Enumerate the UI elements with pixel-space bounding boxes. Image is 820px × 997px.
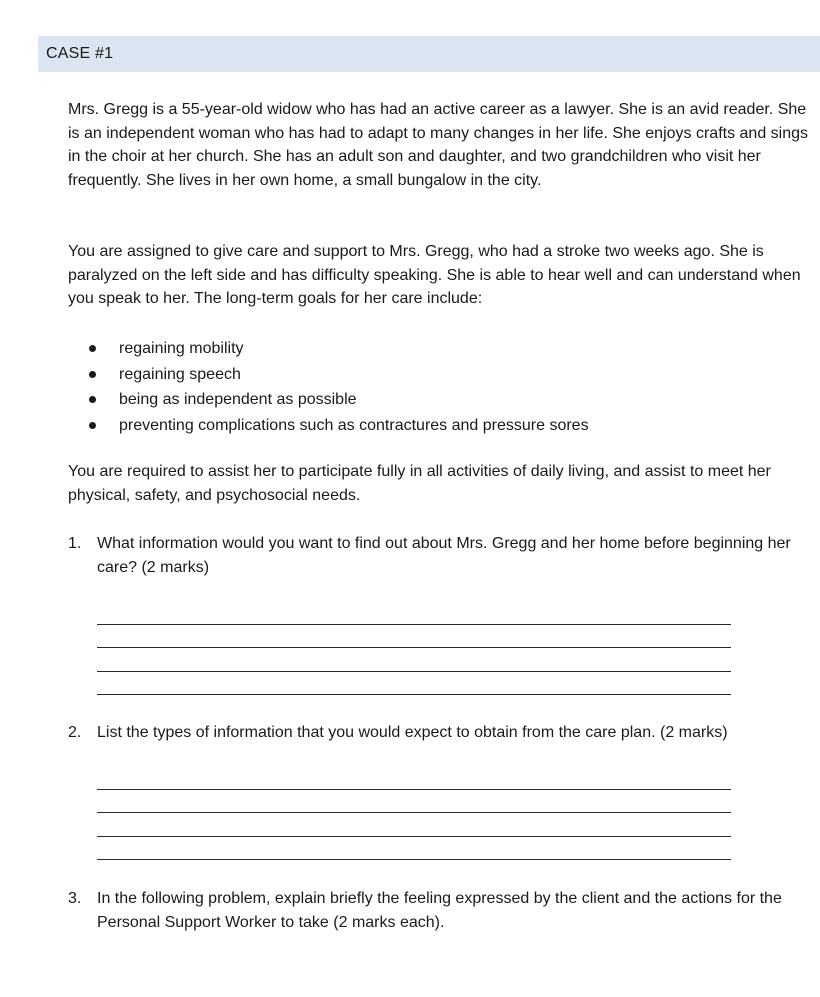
list-item bbox=[68, 413, 589, 439]
goal-text: regaining speech bbox=[119, 365, 241, 383]
answer-line[interactable] bbox=[97, 766, 731, 790]
goal-text: preventing complications such as contractures and pressure sores bbox=[119, 416, 589, 434]
question-number: 3. bbox=[68, 890, 82, 907]
bullet-icon bbox=[89, 371, 96, 378]
answer-line[interactable] bbox=[97, 790, 731, 814]
answer-line[interactable] bbox=[97, 837, 731, 861]
bullet-icon bbox=[89, 396, 96, 403]
answer-line[interactable] bbox=[97, 672, 731, 696]
answer-line[interactable] bbox=[97, 648, 731, 672]
answer-line[interactable] bbox=[97, 625, 731, 649]
answer-line[interactable] bbox=[97, 813, 731, 837]
goal-text: regaining mobility bbox=[119, 340, 244, 357]
bullet-icon bbox=[89, 422, 96, 429]
case-title: CASE #1 bbox=[38, 36, 820, 72]
question-1-answer-area[interactable] bbox=[97, 601, 731, 695]
question-text: List the types of information that you would expect to obtain from the care plan. (2 marks) bbox=[97, 724, 728, 741]
question-2-answer-area[interactable] bbox=[97, 766, 731, 860]
question-number: 2. bbox=[68, 724, 82, 741]
question-number: 1. bbox=[68, 535, 82, 552]
question-text: In the following problem, explain briefly the feeling expressed by the client and the actions for the Personal Support Worker to take (2 marks each). bbox=[97, 890, 782, 931]
answer-line[interactable] bbox=[97, 601, 731, 625]
question-1 bbox=[68, 532, 813, 580]
question-text: What information would you want to find out about Mrs. Gregg and her home before beginning her care? (2 marks) bbox=[97, 535, 791, 576]
care-goals-list bbox=[68, 336, 589, 438]
assignment-paragraph: You are assigned to give care and support to Mrs. Gregg, who had a stroke two weeks ago. She is paralyzed on the left side and has difficulty speaking. She is able to hear well and can understand when you speak to her. The long-term goals for her care include: bbox=[68, 243, 801, 307]
intro-paragraph: Mrs. Gregg is a 55-year-old widow who has had an active career as a lawyer. She is an avid reader. She is an independent woman who has had to adapt to many changes in her life. She enjoys crafts and sings in the choir at her church. She has an adult son and daughter, and two grandchildren who visit her frequently. She lives in her own home, a small bungalow in the city. bbox=[68, 101, 809, 189]
list-item bbox=[68, 336, 589, 362]
goal-text: being as independent as possible bbox=[119, 391, 357, 408]
bullet-icon bbox=[89, 345, 96, 352]
list-item bbox=[68, 362, 589, 388]
question-2 bbox=[68, 721, 813, 745]
question-3 bbox=[68, 887, 813, 935]
requirements-paragraph: You are required to assist her to participate fully in all activities of daily living, and assist to meet her physical, safety, and psychosocial needs. bbox=[68, 463, 771, 504]
list-item bbox=[68, 387, 589, 413]
